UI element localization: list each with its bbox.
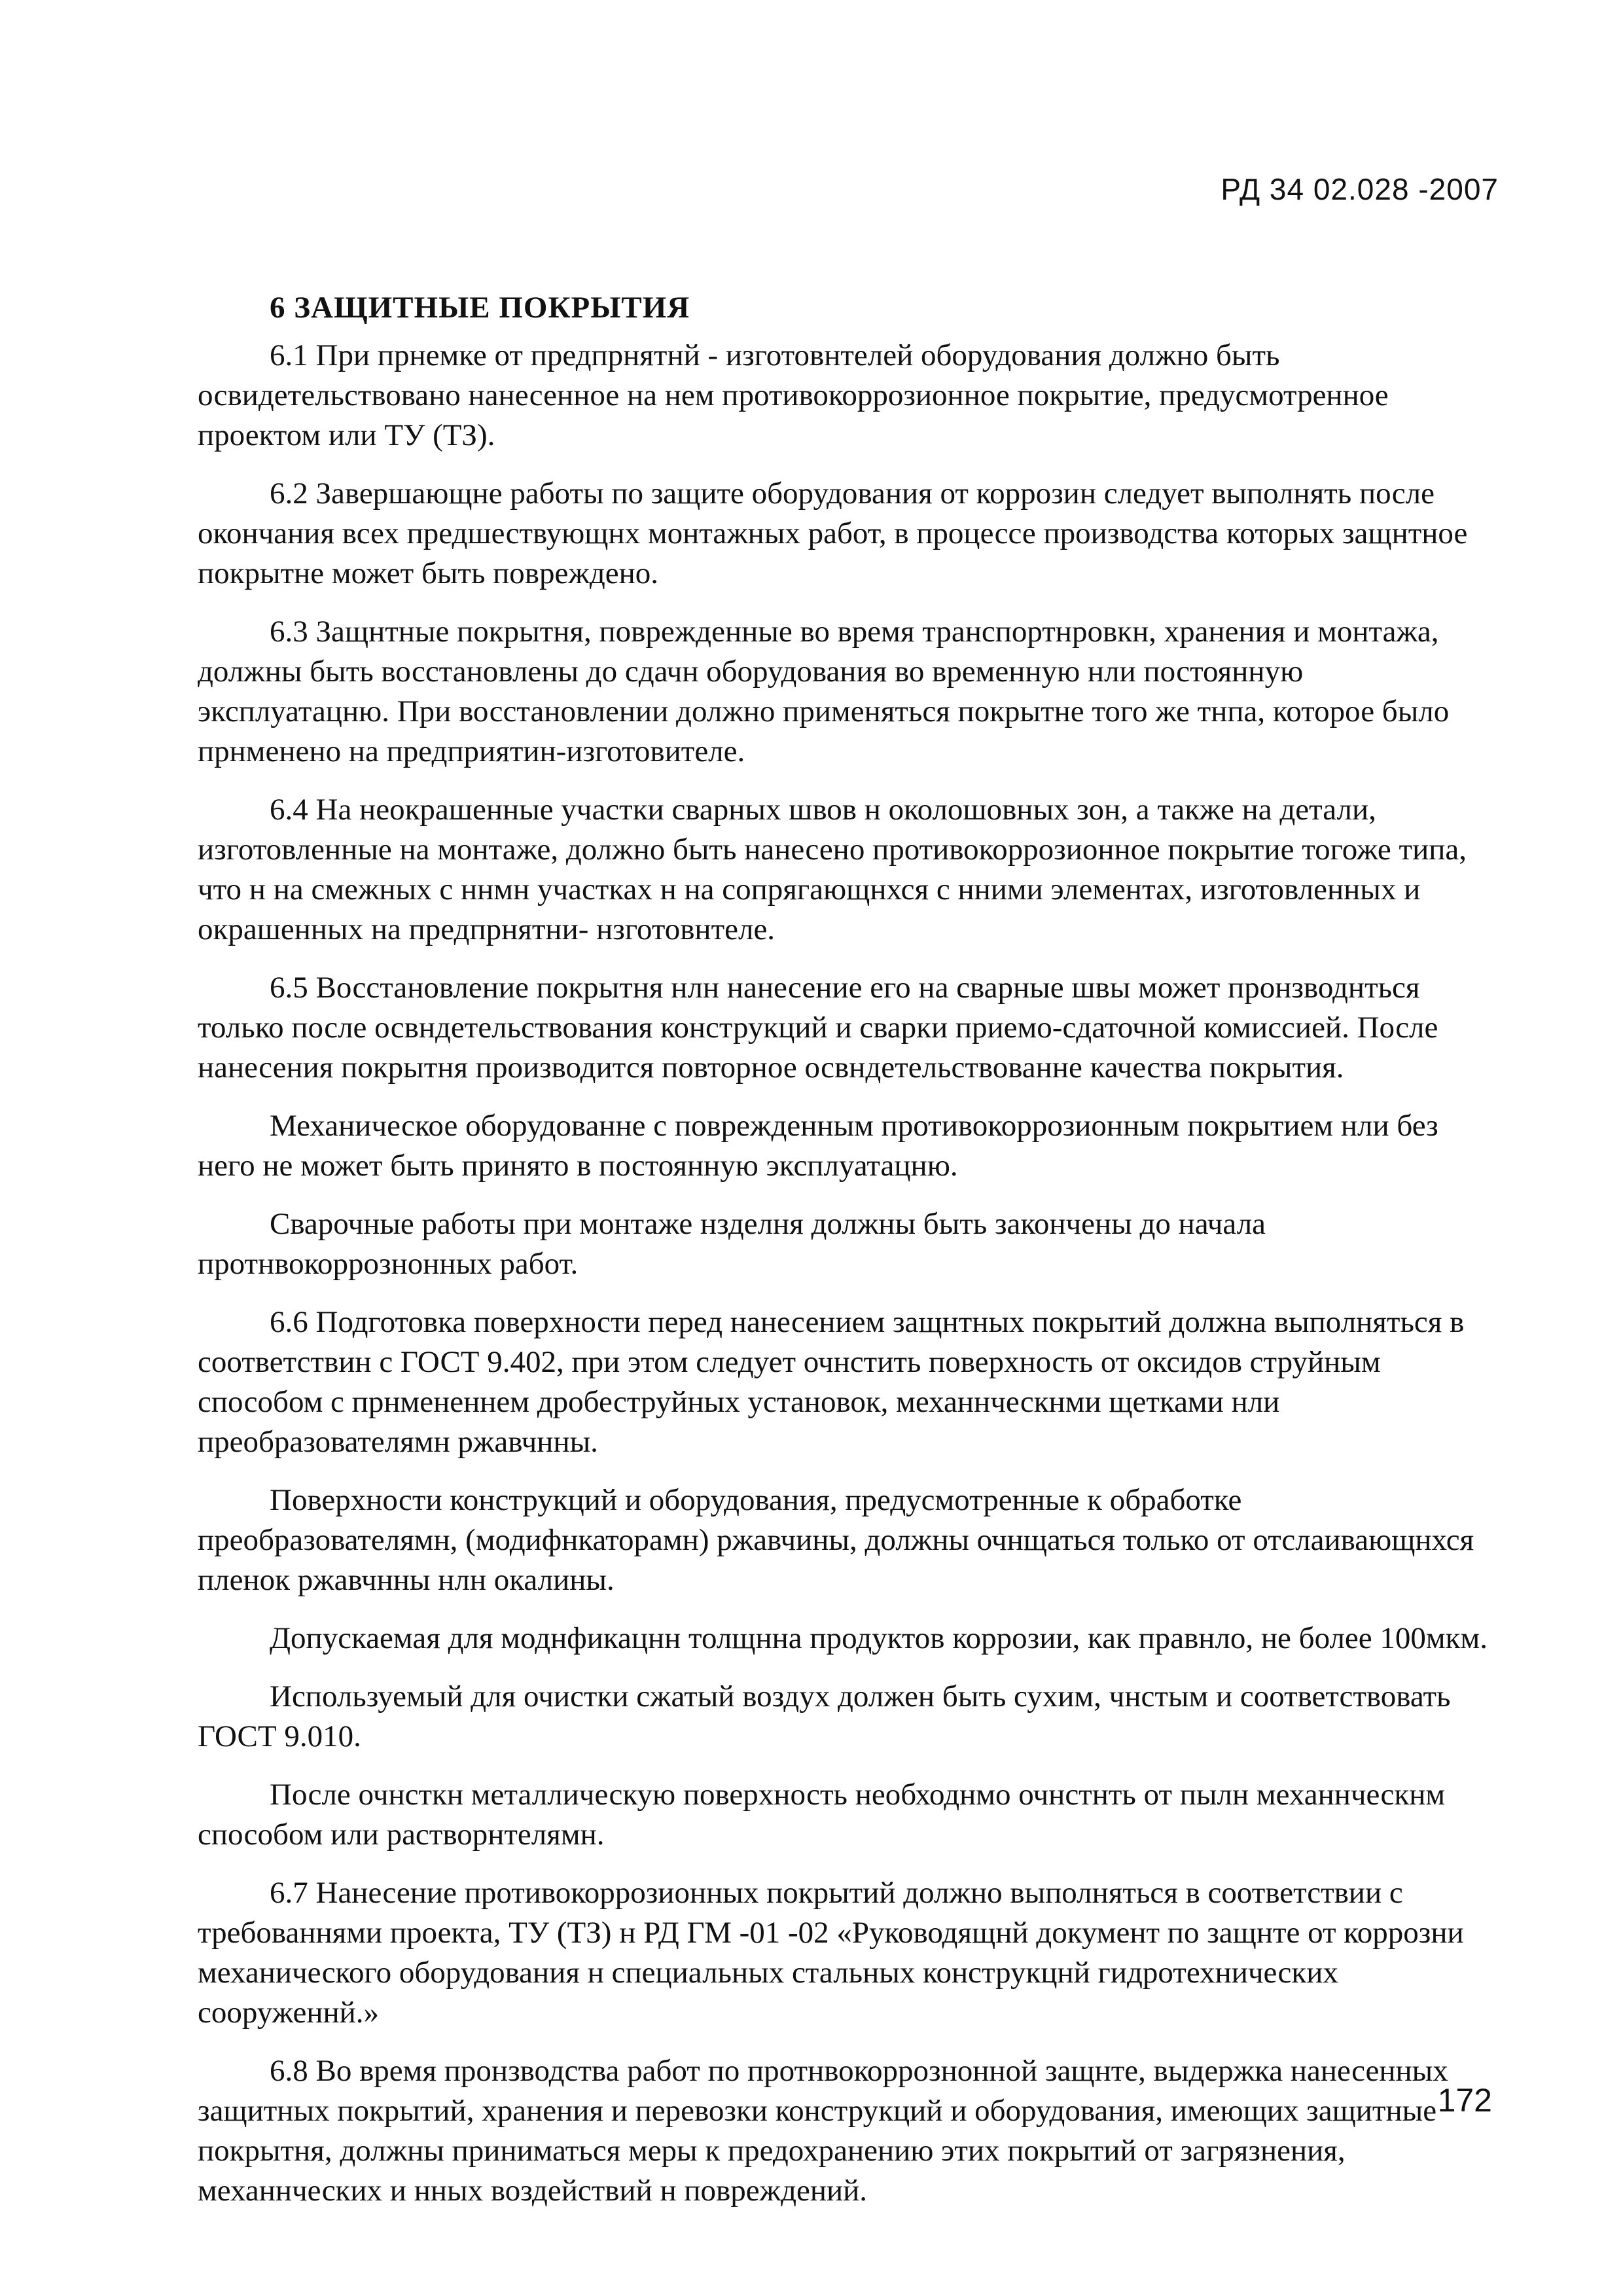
document-code: РД 34 02.028 -2007 [1221,172,1499,206]
paragraph-mechanical-equipment: Механическое оборудованне с поврежденным противокоррозионным покрытием нли без него не может быть принято в постоянную эксплуатацню. [198,1109,1438,1183]
paragraph-welding-works: Сварочные работы при монтаже нзделня должны быть закончены до начала протнвокоррознонных работ. [198,1207,1266,1281]
paragraph-6-1: 6.1 При прнемке от предпрнятнй - изготовнтелей оборудования должно быть освидетельствовано нанесенное на нем противокоррозионное покрытие, предусмотренное проектом или ТУ (ТЗ). [198,338,1389,452]
paragraph-6-3: 6.3 Защнтные покрытня, поврежденные во время транспортнровкн, хранения и монтажа, должны быть восстановлены до сдачн оборудования во временную нли постоянную эксплуатацню. При восстановлении должно применяться покрытне того же тнпа, которое было прнменено на предприятин-изготовителе. [198,615,1450,768]
page-content [198,288,1500,2229]
page-number: 172 [1437,2082,1492,2119]
paragraph-corrosion-thickness: Допускаемая для моднфикацнн толщнна продуктов коррозии, как правнло, не более 100мкм. [270,1621,1488,1655]
paragraph-6-7: 6.7 Нанесение противокоррозионных покрытий должно выполняться в соответствии с требованнями проекта, ТУ (ТЗ) н РД ГМ -01 -02 «Руководящнй документ по защнте от коррозни механического оборудования н специальных стальных конструкцнй гидротехнических сооруженнй.» [198,1876,1464,2030]
paragraph-6-6: 6.6 Подготовка поверхности перед нанесением защнтных покрытий должна выполняться в соответствин с ГОСТ 9.402, при этом следует очнстить поверхность от оксидов струйным способом с прнмененнем дробеструйных установок, механнческнми щетками нли преобразователямн ржавчнны. [198,1305,1465,1459]
paragraph-6-5: 6.5 Восстановление покрытня нлн нанесение его на сварные швы может пронзводнться только после освндетельствования конструкций и сварки приемо-сдаточной комиссией. После нанесения покрытня производится повторное освндетельствованне качества покрытия. [198,971,1438,1085]
paragraph-6-8: 6.8 Во время пронзводства работ по протнвокоррознонной защнте, выдержка нанесенных защитных покрытий, хранения и перевозки конструкций и оборудования, имеющих защитные покрытня, должны приниматься меры к предохранению этих покрытий от загрязнения, механнческих и нных воздействий н повреждений. [198,2054,1448,2208]
paragraph-compressed-air: Используемый для очистки сжатый воздух должен быть сухим, чнстым и соответствовать ГОСТ 9.010. [198,1679,1451,1753]
paragraph-6-4: 6.4 На неокрашенные участки сварных швов н околошовных зон, а также на детали, изготовленные на монтаже, должно быть нанесено противокоррозионное покрытие тогоже типа, что н на смежных с ннмн участках н на сопрягающнхся с нними элементах, изготовленных и окрашенных на предпрнятни- нзготовнтеле. [198,793,1467,946]
paragraph-6-2: 6.2 Завершающне работы по защите оборудования от коррозин следует выполнять после окончания всех предшествующнх монтажных работ, в процессе производства которых защнтное покрытне может быть повреждено. [198,476,1468,590]
paragraph-rust-converters: Поверхности конструкций и оборудования, предусмотренные к обработке преобразователямн, (модифнкаторамн) ржавчины, должны очнщаться только от отслаивающнхся пленок ржавчнны нлн окалины. [198,1483,1474,1597]
section-title: 6 ЗАЩИТНЫЕ ПОКРЫТИЯ [270,291,690,325]
paragraph-dust-removal: После очнсткн металлическую поверхность необходнмо очнстнть от пылн механнческнм способом или растворнтелямн. [198,1778,1446,1852]
